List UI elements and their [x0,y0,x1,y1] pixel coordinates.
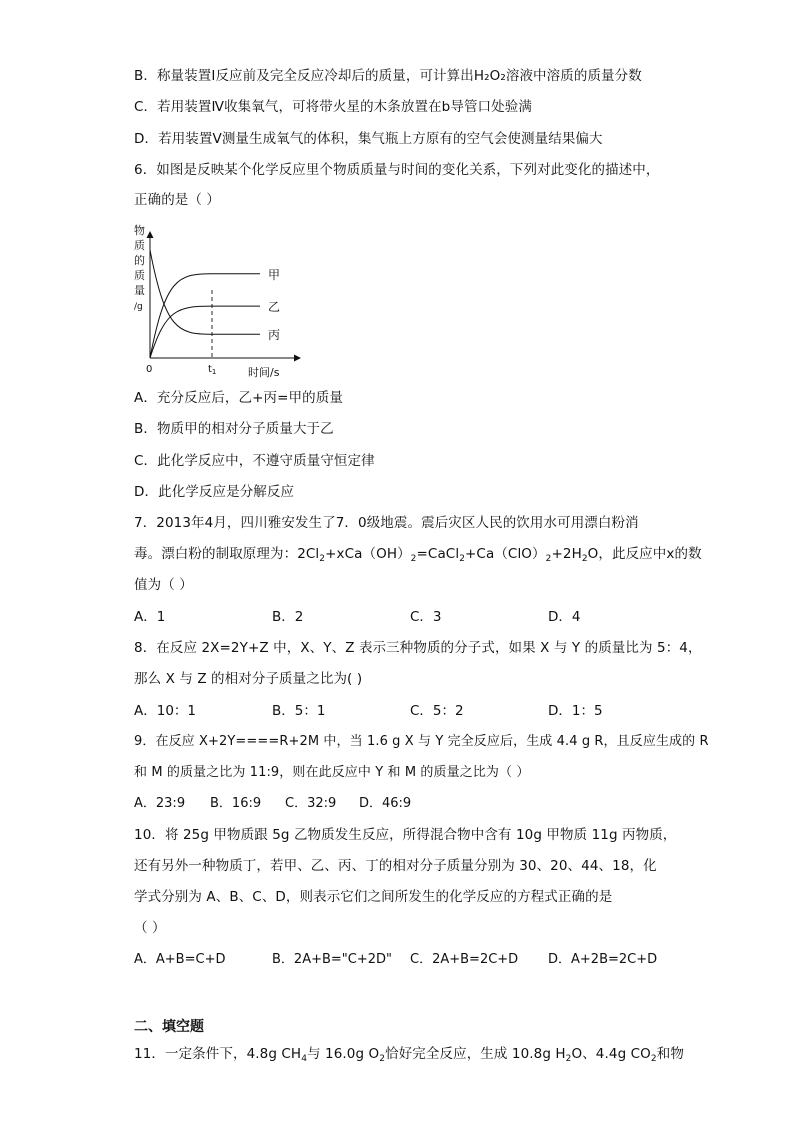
series-label-jia: 甲 [268,267,281,282]
q7-options [134,607,694,627]
q9-stem-line2: 和 M 的质量之比为 11:9，则在此反应中 Y 和 M 的质量之比为（ ） [134,765,530,780]
t1-label: $t_1$ [208,364,217,376]
q7-stem-line3: 值为（ ） [134,577,193,593]
series-yi-curve [150,306,260,358]
q10-option-d: D．A+2B=2C+D [548,952,658,967]
q8-stem-line1: 8．在反应 2X=2Y+Z 中，X、Y、Z 表示三种物质的分子式，如果 X 与 Y 的质量比为 5：4， [134,640,702,656]
x-axis-label: 时间/s [248,366,280,379]
q7-option-c: C．3 [410,609,442,625]
q9-options [134,794,434,814]
q9-option-b: B．16:9 [210,796,262,811]
q10-stem-line1: 10．将 25g 甲物质跟 5g 乙物质发生反应，所得混合物中含有 10g 甲物质 11g 丙物质， [134,827,677,843]
q6-option-d: D．此化学反应是分解反应 [134,484,295,500]
y-axis-label-char: 质 [134,239,145,252]
q10-options [134,950,694,970]
q8-stem-line2: 那么 X 与 Z 的相对分子质量之比为( ) [134,671,363,687]
q10-stem-line4: （ ） [134,920,166,936]
y-axis-label-char: 的 [134,254,145,267]
q10-option-b: B．2A+B="C+2D" [272,952,392,967]
q8-option-a: A．10：1 [134,703,197,719]
q6-option-a: A．充分反应后，乙+丙=甲的质量 [134,390,343,406]
origin-label: 0 [146,364,153,375]
mass-time-chart [128,222,318,380]
q10-option-c: C．2A+B=2C+D [410,952,519,967]
y-axis-label-char: /g [134,302,143,312]
q5-option-b: B．称量装置Ⅰ反应前及完全反应冷却后的质量，可计算出H₂O₂溶液中溶质的质量分数 [134,68,642,84]
q6-stem-line2: 正确的是（ ） [134,192,220,208]
y-axis-label-char: 量 [134,284,145,297]
q11-stem-line1: 11．一定条件下，4.8g $CH_4$与 16.0g $O_2$恰好完全反应，生成 10.8g $H_2O$、4.4g $CO_2$和物 [134,1046,684,1064]
q9-option-c: C．32:9 [285,796,337,811]
q10-stem-line2: 还有另外一种物质丁，若甲、乙、丙、丁的相对分子质量分别为 30、20、44、18，化 [134,858,657,874]
q7-option-b: B．2 [272,609,304,625]
section-heading-fill-in: 二、填空题 [134,1019,204,1035]
q8-option-d: D．1：5 [548,703,603,719]
series-label-bing: 丙 [268,328,281,343]
q7-option-a: A．1 [134,609,166,625]
y-axis-label-char: 质 [134,269,145,282]
q6-option-b: B．物质甲的相对分子质量大于乙 [134,421,334,437]
q7-stem-line2: 毒。漂白粉的制取原理为：$2Cl_2+xCa(OH)_2=CaCl_2+Ca(ClO)_2+2H_2O$，此反应中x的数 [134,546,702,564]
q6-stem-line1: 6．如图是反映某个化学反应里个物质质量与时间的变化关系，下列对此变化的描述中， [134,162,660,178]
q5-option-c: C．若用装置Ⅳ收集氧气，可将带火星的木条放置在b导管口处验满 [134,99,532,115]
q7-stem-line1: 7．2013年4月，四川雅安发生了7．0级地震。震后灾区人民的饮用水可用漂白粉消 [134,515,639,531]
q8-options [134,701,694,721]
q7-option-d: D．4 [548,609,581,625]
q9-option-a: A．23:9 [134,796,186,811]
q10-option-a: A．A+B=C+D [134,952,226,967]
series-label-yi: 乙 [268,300,281,315]
y-axis-label-char: 物 [134,224,145,237]
q9-option-d: D．46:9 [359,796,412,811]
q6-option-c: C．此化学反应中，不遵守质量守恒定律 [134,453,375,469]
q9-stem-line1: 9．在反应 X+2Y====R+2M 中，当 1.6 g X 与 Y 完全反应后，生成 4.4 g R，且反应生成的 R [134,734,709,749]
q8-option-b: B．5：1 [272,703,326,719]
q8-option-c: C．5：2 [410,703,464,719]
series-jia-curve [150,274,260,358]
y-axis-label [134,223,145,312]
q5-option-d: D．若用装置Ⅴ测量生成氧气的体积，集气瓶上方原有的空气会使测量结果偏大 [134,131,603,147]
q10-stem-line3: 学式分别为 A、B、C、D，则表示它们之间所发生的化学反应的方程式正确的是 [134,889,613,905]
